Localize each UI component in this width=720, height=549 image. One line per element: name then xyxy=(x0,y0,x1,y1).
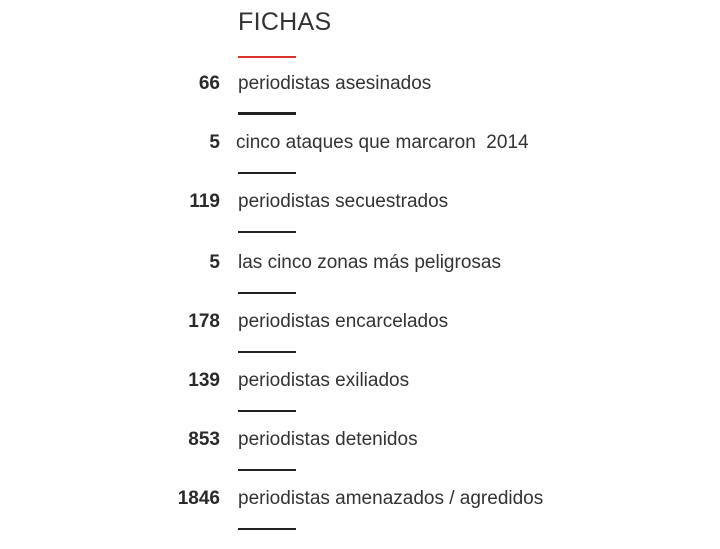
list-item-exiliados[interactable] xyxy=(0,370,720,400)
list-item-ataques[interactable] xyxy=(0,132,720,162)
item-divider xyxy=(238,292,296,294)
item-divider xyxy=(238,469,296,471)
item-divider xyxy=(238,351,296,353)
item-count: 66 xyxy=(198,73,220,94)
list-item-asesinados[interactable] xyxy=(0,73,720,103)
item-divider xyxy=(238,410,296,412)
item-count: 5 xyxy=(209,252,220,273)
list-item-secuestrados[interactable] xyxy=(0,191,720,221)
item-count: 178 xyxy=(188,311,220,332)
list-item-amenazados[interactable] xyxy=(0,488,720,518)
item-link[interactable]: periodistas exiliados xyxy=(238,370,410,391)
item-link[interactable]: periodistas encarcelados xyxy=(238,311,449,332)
item-divider xyxy=(238,528,296,530)
item-link[interactable]: periodistas amenazados / agredidos xyxy=(238,488,544,509)
item-divider xyxy=(238,112,296,115)
item-count: 139 xyxy=(188,370,220,391)
item-count: 853 xyxy=(188,429,220,450)
list-item-detenidos[interactable] xyxy=(0,429,720,459)
list-item-encarcelados[interactable] xyxy=(0,311,720,341)
item-divider xyxy=(238,172,296,174)
page-title: FICHAS xyxy=(238,8,332,36)
item-count: 119 xyxy=(189,191,220,212)
item-link[interactable]: periodistas secuestrados xyxy=(238,191,449,212)
item-link[interactable]: periodistas asesinados xyxy=(238,73,432,94)
title-accent-rule xyxy=(238,56,296,58)
item-link[interactable]: cinco ataques que marcaron 2014 xyxy=(236,132,529,153)
item-count: 1846 xyxy=(177,488,220,509)
item-divider xyxy=(238,231,296,233)
item-count: 5 xyxy=(209,132,220,153)
item-link[interactable]: las cinco zonas más peligrosas xyxy=(238,252,501,273)
item-link[interactable]: periodistas detenidos xyxy=(238,429,418,450)
list-item-zonas[interactable] xyxy=(0,252,720,282)
